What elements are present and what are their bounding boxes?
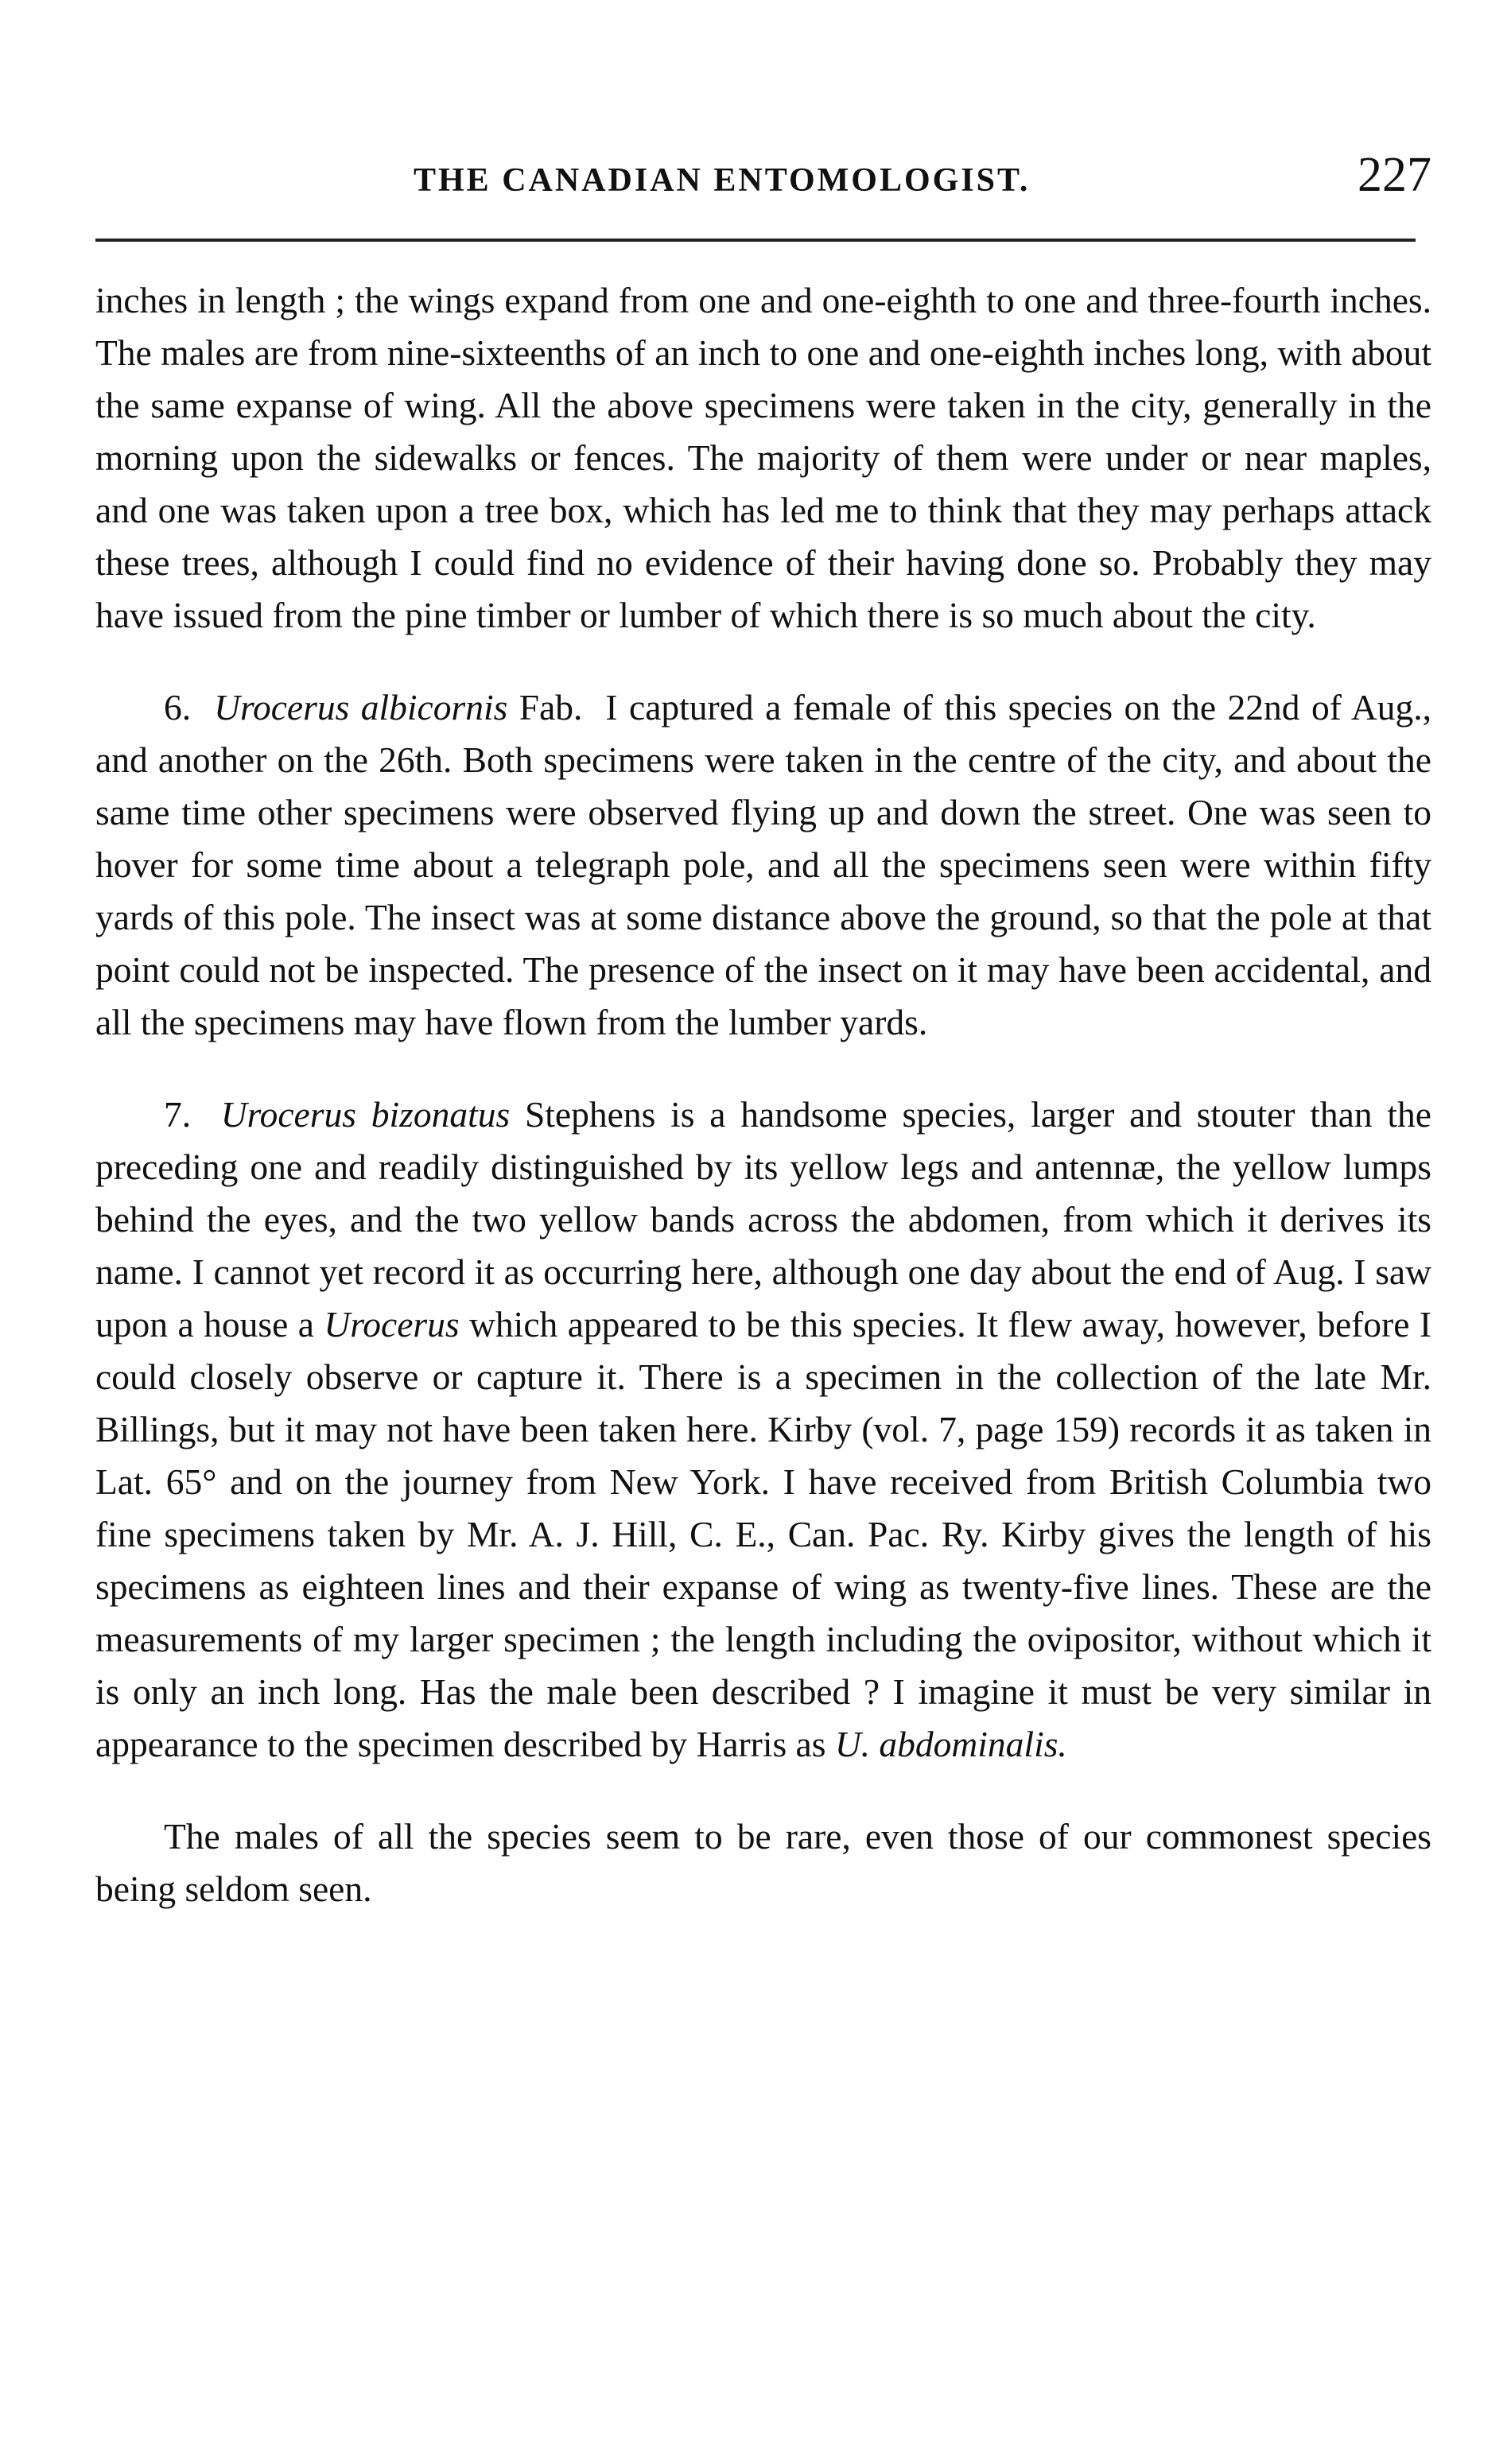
paragraph-1-text: inches in length ; the wings expand from one and one-eighth to one and three-fourth inches. The males are from nine-sixteenths of an inch to one and one-eighth inches long, with about the same expanse of wing. All the above specimens were taken in the city, generally in the morning upon the sidewalks or fences. The majority of them were under or near maples, and one was taken upon a tree box, which has led me to think that they may perhaps attack these trees, although I could find no evidence of their having done so. Probably they may have issued from the pine timber or lumber of which there is so much about the city. — [95, 280, 1431, 635]
species-author-fab: Fab. — [519, 687, 583, 728]
paragraph-6 — [95, 681, 1431, 1049]
section-number-7: 7. — [164, 1094, 192, 1135]
paragraph-final-text: The males of all the species seem to be rare, even those of our commonest species being seldom seen. — [95, 1816, 1431, 1909]
species-name-albicornis: Urocerus albicornis — [214, 687, 508, 728]
header-rule — [95, 239, 1416, 242]
running-title: THE CANADIAN ENTOMOLOGIST. — [414, 162, 1031, 199]
paragraph-7 — [95, 1088, 1431, 1771]
paragraph-7-text-a: Stephens is a handsome species, larger and stouter than the preceding one and readily distinguished by its yellow legs and antennæ, the yellow lumps behind the eyes, and the two yellow bands across the abdomen, from which it derives its name. I cannot yet record it as occurring here, although one day about the end of Aug. I saw upon a house a — [95, 1094, 1432, 1345]
page-header — [95, 147, 1431, 211]
paragraph-7-text-b: which appeared to be this species. It flew away, however, before I could closely observe or capture it. There is a specimen in the collection of the late Mr. Billings, but it may not have been taken here. Kirby (vol. 7, page 159) records it as taken in Lat. 65° and on the journey from New York. I have received from British Columbia two fine specimens taken by Mr. A. J. Hill, C. E., Can. Pac. Ry. Kirby gives the length of his specimens as eighteen lines and their expanse of wing as twenty-five lines. These are the measurements of my larger specimen ; the length including the ovipositor, without which it is only an inch long. Has the male been described ? I imagine it must be very similar in appearance to the specimen described by Harris as — [95, 1304, 1432, 1764]
paragraph-final — [95, 1810, 1431, 1915]
section-number-6: 6. — [164, 687, 192, 728]
paragraph-6-text: I captured a female of this species on the 22nd of Aug., and another on the 26th. Both specimens were taken in the centre of the city, and about the same time other specimens were observed flying up and down the street. One was seen to hover for some time about a telegraph pole, and all the specimens seen were within fifty yards of this pole. The insect was at some distance above the ground, so that the pole at that point could not be inspected. The presence of the insect on it may have been accidental, and all the specimens may have flown from the lumber yards. — [95, 687, 1432, 1042]
genus-name-urocerus: Urocerus — [324, 1304, 460, 1345]
species-name-bizonatus: Urocerus bizonatus — [220, 1094, 511, 1135]
page-number: 227 — [1358, 148, 1431, 202]
body-text — [95, 274, 1431, 1915]
species-reference-abdominalis: U. abdominalis. — [834, 1724, 1067, 1764]
paragraph-1 — [95, 274, 1431, 642]
